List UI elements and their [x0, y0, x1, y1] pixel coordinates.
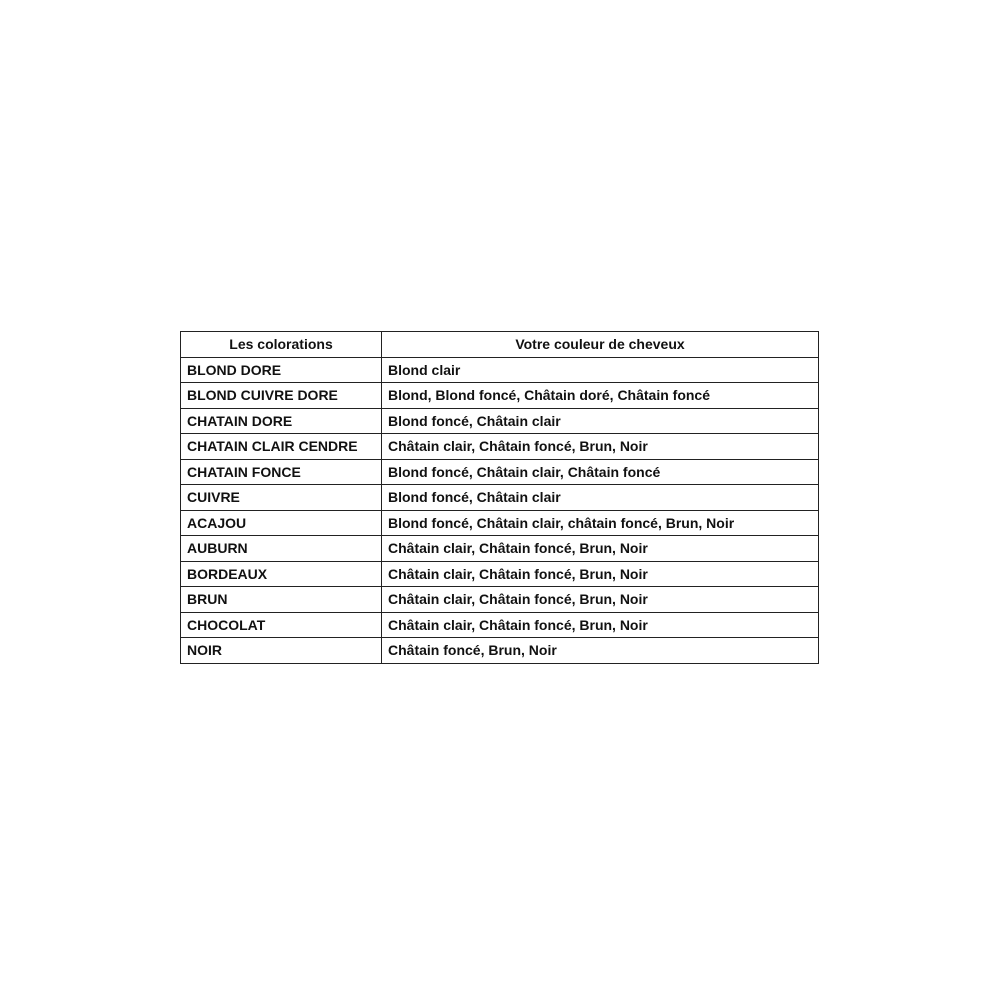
hair-color-cell: Blond, Blond foncé, Châtain doré, Châtain foncé — [382, 383, 819, 409]
table-row — [181, 587, 819, 613]
coloration-cell: BORDEAUX — [181, 561, 382, 587]
hair-color-cell: Blond foncé, Châtain clair, Châtain foncé — [382, 459, 819, 485]
hair-color-cell: Blond foncé, Châtain clair — [382, 485, 819, 511]
coloration-cell: NOIR — [181, 638, 382, 664]
table-row — [181, 638, 819, 664]
hair-color-cell: Châtain clair, Châtain foncé, Brun, Noir — [382, 587, 819, 613]
header-hair-color: Votre couleur de cheveux — [382, 332, 819, 358]
table-row — [181, 459, 819, 485]
hair-color-cell: Blond foncé, Châtain clair, châtain foncé, Brun, Noir — [382, 510, 819, 536]
hair-color-cell: Blond foncé, Châtain clair — [382, 408, 819, 434]
coloration-cell: BLOND DORE — [181, 357, 382, 383]
table-row — [181, 383, 819, 409]
hair-color-cell: Châtain foncé, Brun, Noir — [382, 638, 819, 664]
hair-color-cell: Châtain clair, Châtain foncé, Brun, Noir — [382, 612, 819, 638]
hair-color-cell: Châtain clair, Châtain foncé, Brun, Noir — [382, 434, 819, 460]
coloration-cell: CHATAIN FONCE — [181, 459, 382, 485]
coloration-cell: CHATAIN CLAIR CENDRE — [181, 434, 382, 460]
table-row — [181, 357, 819, 383]
table-row — [181, 612, 819, 638]
table-row — [181, 485, 819, 511]
coloration-cell: BLOND CUIVRE DORE — [181, 383, 382, 409]
header-colorations: Les colorations — [181, 332, 382, 358]
hair-color-cell: Blond clair — [382, 357, 819, 383]
coloration-cell: AUBURN — [181, 536, 382, 562]
coloration-cell: CHOCOLAT — [181, 612, 382, 638]
table-row — [181, 536, 819, 562]
coloration-table-container — [180, 331, 818, 664]
table-row — [181, 408, 819, 434]
coloration-cell: CHATAIN DORE — [181, 408, 382, 434]
hair-color-cell: Châtain clair, Châtain foncé, Brun, Noir — [382, 561, 819, 587]
coloration-cell: ACAJOU — [181, 510, 382, 536]
coloration-cell: CUIVRE — [181, 485, 382, 511]
coloration-table — [180, 331, 819, 664]
table-row — [181, 561, 819, 587]
table-header-row — [181, 332, 819, 358]
hair-color-cell: Châtain clair, Châtain foncé, Brun, Noir — [382, 536, 819, 562]
coloration-cell: BRUN — [181, 587, 382, 613]
table-row — [181, 434, 819, 460]
table-row — [181, 510, 819, 536]
